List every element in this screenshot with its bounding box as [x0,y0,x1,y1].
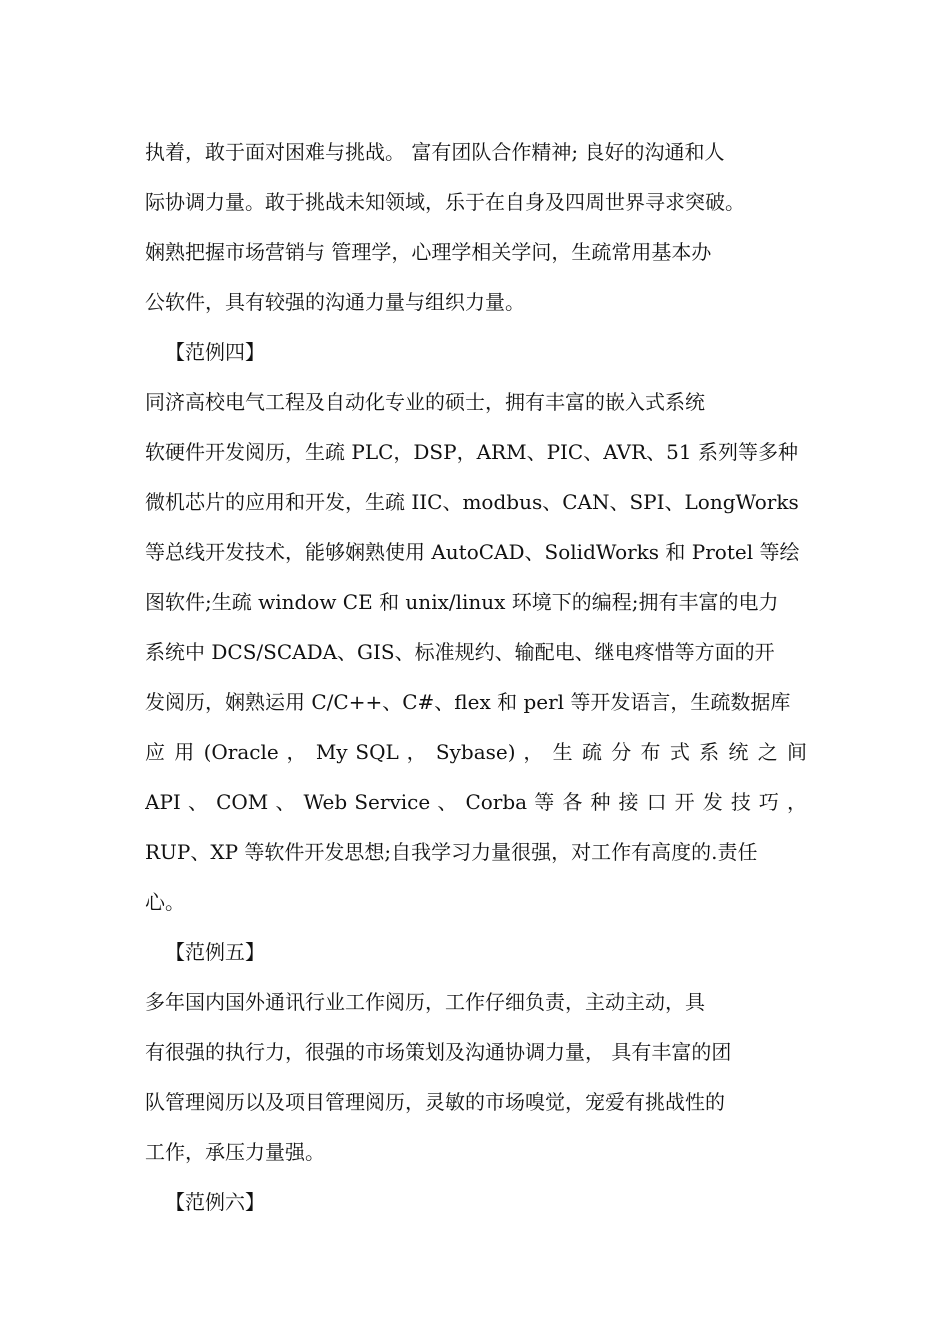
text-line: 公软件，具有较强的沟通力量与组织力量。 [145,290,525,314]
text-line: 娴熟把握市场营销与 管理学，心理学相关学问，生疏常用基本办 [145,240,712,264]
text-line: 应 用 (Oracle ， My SQL ， Sybase) ， 生 疏 分 布 式 系 统 之 间 [145,740,807,764]
section-heading: 【范例五】 [165,940,265,964]
text-line: 心。 [145,890,185,914]
text-line: 发阅历，娴熟运用 C/C++、C#、flex 和 perl 等开发语言，生疏数据库 [145,690,791,714]
text-line: RUP、XP 等软件开发思想;自我学习力量很强，对工作有高度的.责任 [145,840,758,864]
text-line: 软硬件开发阅历，生疏 PLC，DSP，ARM、PIC、AVR、51 系列等多种 [145,440,798,464]
text-line: 执着，敢于面对困难与挑战。 富有团队合作精神; 良好的沟通和人 [145,140,725,164]
text-line: 微机芯片的应用和开发，生疏 IIC、modbus、CAN、SPI、LongWorks [145,490,799,514]
text-line: 等总线开发技术，能够娴熟使用 AutoCAD、SolidWorks 和 Protel 等绘 [145,540,800,564]
text-line: 工作，承压力量强。 [145,1140,325,1164]
text-line: 图软件;生疏 window CE 和 unix/linux 环境下的编程;拥有丰富的电力 [145,590,779,614]
section-heading: 【范例四】 [165,340,265,364]
section-heading: 【范例六】 [165,1190,265,1214]
text-line: 多年国内国外通讯行业工作阅历，工作仔细负责，主动主动，具 [145,990,705,1014]
text-line: 系统中 DCS/SCADA、GIS、标准规约、输配电、继电疼惜等方面的开 [145,640,775,664]
text-line: 际协调力量。敢于挑战未知领域，乐于在自身及四周世界寻求突破。 [145,190,745,214]
text-line: 同济高校电气工程及自动化专业的硕士，拥有丰富的嵌入式系统 [145,390,705,414]
text-line: API 、 COM 、 Web Service 、 Corba 等 各 种 接 口 开 发 技 巧 ， [145,790,807,814]
text-line: 有很强的执行力，很强的市场策划及沟通协调力量， 具有丰富的团 [145,1040,732,1064]
text-line: 队管理阅历以及项目管理阅历，灵敏的市场嗅觉，宠爱有挑战性的 [145,1090,725,1114]
document-body [145,127,807,1227]
